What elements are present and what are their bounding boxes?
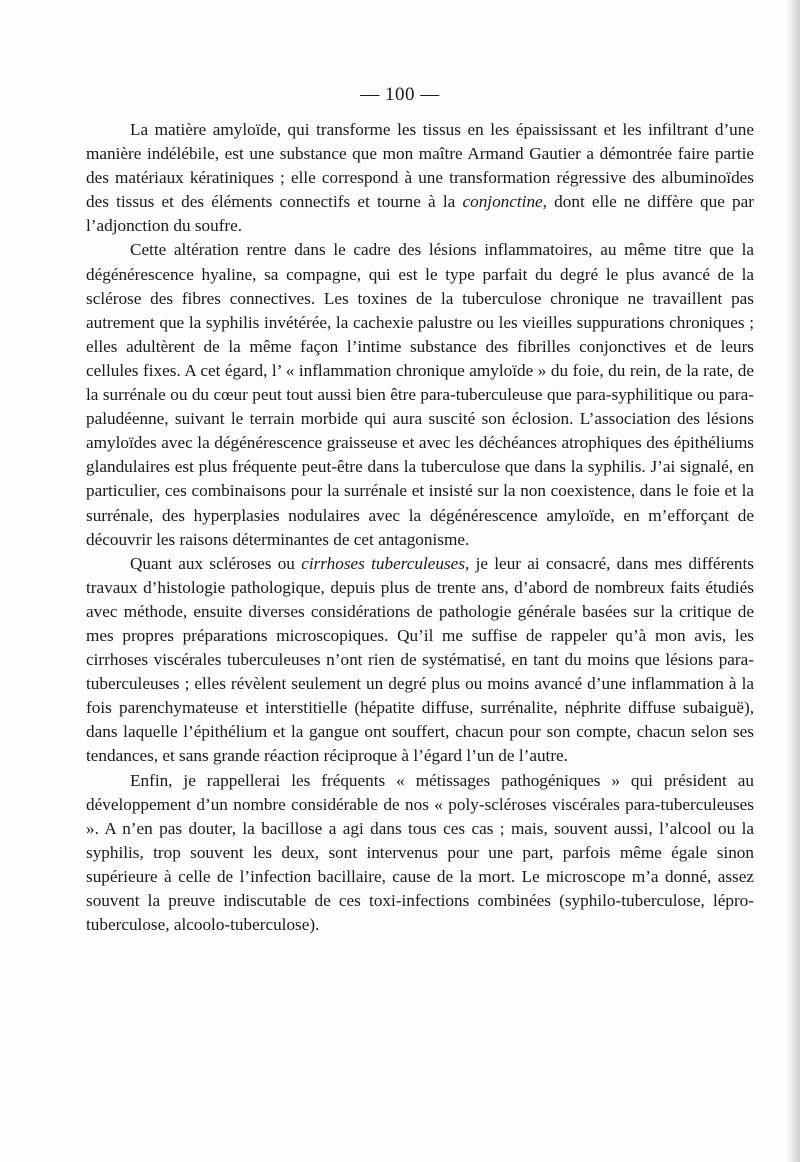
paragraph-amyloid-matter bbox=[86, 118, 754, 238]
body-text bbox=[86, 118, 754, 937]
text-run: La matière amyloïde, qui transforme les tissus en les épaississant et les infiltrant d’une manière indélébile, est une substance que mon maître Armand Gautier a démontrée faire partie des matériaux kératiniques ; elle correspond à une transformation régressive des albuminoïdes des tissus et des éléments connectifs et tourne à la bbox=[86, 120, 754, 212]
text-run: Cette altération rentre dans le cadre des lésions inflammatoires, au même titre que la dégénérescence hyaline, sa compagne, qui est le type parfait du degré le plus avancé de la sclérose des fibres connectives. Les toxines de la tuberculose chronique ne travaillent pas autrement que la syphilis invétérée, la cachexie palustre ou les vieilles suppurations chroniques ; elles adultèrent de la même façon l’intime substance des fibrilles conjonctives et de leurs cellules fixes. A cet égard, l’ « inflammation chronique amyloïde » du foie, du rein, de la rate, de la surrénale ou du cœur peut tout aussi bien être para-tuberculeuse que para-syphilitique ou para-paludéenne, suivant le terrain morbide qui aura suscité son éclosion. L’association des lésions amyloïdes avec la dégénérescence graisseuse et avec les déchéances atrophiques des épithéliums glandulaires est plus fréquente peut-être dans la tuberculose que dans la syphilis. J’ai signalé, en particulier, ces combinaisons pour la surrénale et insisté sur la non coexistence, dans le foie et la surrénale, des hyperplasies nodulaires avec la dégénérescence amyloïde, en m’efforçant de découvrir les raisons déterminantes de cet antagonisme. bbox=[86, 240, 754, 549]
text-run: je leur ai consacré, dans mes différents travaux d’histologie pathologique, depuis plus de trente ans, d’abord de nombreux faits étudiés avec méthode, ensuite diverses considérations de pathologie générale basées sur la critique de mes propres préparations microscopiques. Qu’il me suffise de rappeler qu’à mon avis, les cirrhoses viscérales tuberculeuses n’ont rien de systématisé, en tant du moins que lésions para-tuberculeuses ; elles révèlent seulement un degré plus ou moins avancé d’une inflammation à la fois parenchymateuse et interstitielle (hépatite diffuse, surrénalite, néphrite diffuse subaiguë), dans laquelle l’épithélium et la gangue ont souffert, chacun pour son compte, chacun selon ses tendances, et sans grande réaction réciproque à l’égard l’un de l’autre. bbox=[86, 553, 754, 766]
italic-term-cirrhoses: cirrhoses tuberculeuses, bbox=[301, 553, 470, 573]
text-run: dont elle ne diffère que par l’adjonction du soufre. bbox=[86, 192, 754, 236]
italic-term-conjonctine: conjonctine, bbox=[462, 192, 547, 212]
paragraph-tuberculous-cirrhoses bbox=[86, 552, 754, 769]
page-number: — 100 — bbox=[360, 84, 440, 105]
paragraph-inflammatory-lesions bbox=[86, 238, 754, 551]
paragraph-pathogenic-mixing bbox=[86, 769, 754, 938]
text-run: Enfin, je rappellerai les fréquents « métissages pathogéniques » qui président au développement d’un nombre considérable de nos « poly-scléroses viscérales para-tuberculeuses ». A n’en pas douter, la bacillose a agi dans tous ces cas ; mais, souvent aussi, l’alcool ou la syphilis, trop souvent les deux, sont intervenus pour une part, parfois même égale sinon supérieure à celle de l’infection bacillaire, cause de la mort. Le microscope m’a donné, assez souvent la preuve indiscutable de ces toxi-infections combinées (syphilo-tuberculose, lépro-tuberculose, alcoolo-tuberculose). bbox=[86, 770, 754, 935]
page-edge-shadow bbox=[786, 0, 800, 1162]
text-run: Quant aux scléroses ou bbox=[130, 553, 302, 573]
